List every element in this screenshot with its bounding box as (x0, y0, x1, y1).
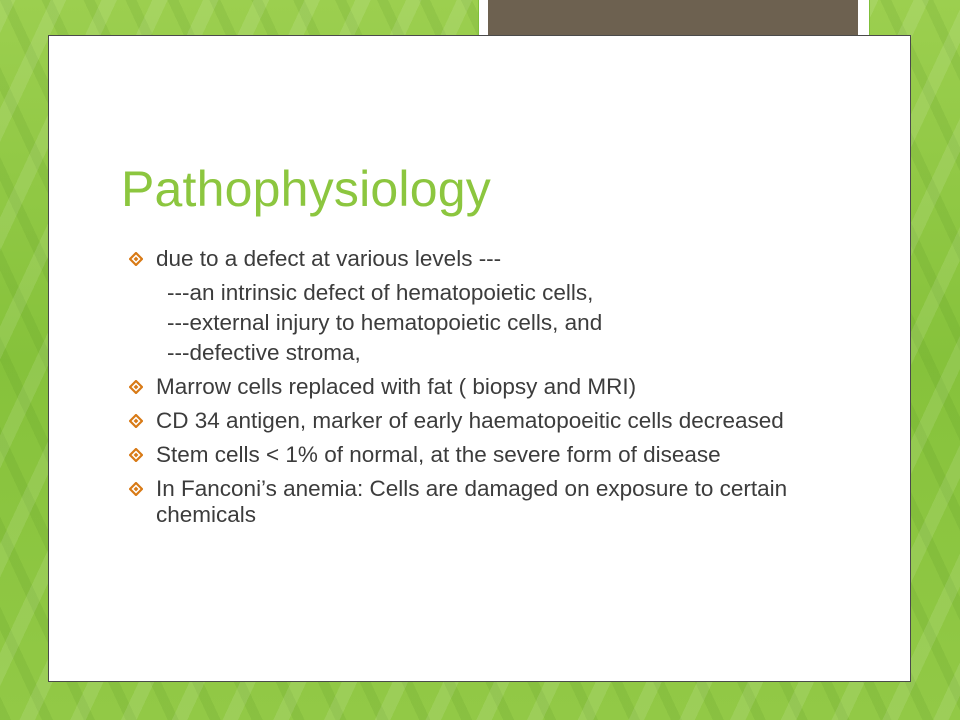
diamond-bullet-icon (129, 448, 143, 462)
diamond-bullet-icon (129, 414, 143, 428)
slide-title: Pathophysiology (121, 161, 491, 217)
sub-item-text: ---an intrinsic defect of hematopoietic cells, (167, 280, 594, 305)
bullet-text: In Fanconi’s anemia: Cells are damaged on exposure to certain chemicals (156, 476, 788, 527)
bullet-text: CD 34 antigen, marker of early haematopoeitic cells decreased (156, 408, 784, 433)
sub-item (129, 340, 829, 366)
bullet-list (129, 246, 829, 536)
bullet-item (129, 374, 829, 400)
sub-item (129, 280, 829, 306)
sub-item-text: ---external injury to hematopoietic cells, and (167, 310, 603, 335)
diamond-bullet-icon (129, 252, 143, 266)
bullet-item (129, 442, 829, 468)
bullet-text: Stem cells < 1% of normal, at the severe form of disease (156, 442, 721, 467)
sub-item-text: ---defective stroma, (167, 340, 361, 365)
bullet-text: Marrow cells replaced with fat ( biopsy and MRI) (156, 374, 637, 399)
bullet-item (129, 408, 829, 434)
diamond-bullet-icon (129, 482, 143, 496)
sub-item (129, 310, 829, 336)
diamond-bullet-icon (129, 380, 143, 394)
bullet-text: due to a defect at various levels --- (156, 246, 502, 271)
bullet-item (129, 476, 829, 528)
bullet-item (129, 246, 829, 272)
